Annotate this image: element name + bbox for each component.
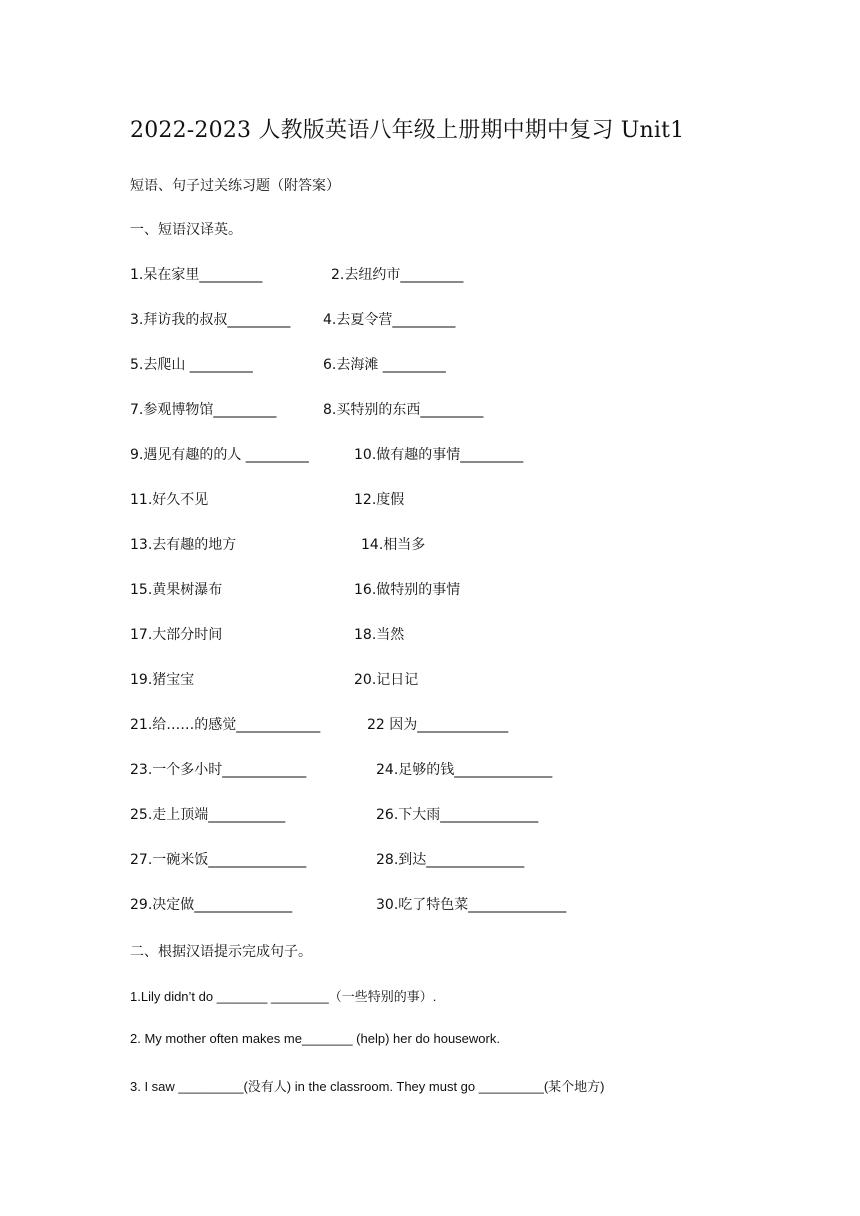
phrase-item-12: 12.度假 — [354, 492, 405, 508]
phrase-item-5: 5.去爬山 _________ — [130, 357, 253, 373]
document-subtitle: 短语、句子过关练习题（附答案） — [130, 178, 340, 194]
phrase-item-23: 23.一个多小时____________ — [130, 762, 307, 778]
phrase-item-10: 10.做有趣的事情_________ — [354, 447, 524, 463]
phrase-item-24: 24.足够的钱______________ — [376, 762, 553, 778]
phrase-item-29: 29.决定做______________ — [130, 897, 293, 913]
phrase-item-4: 4.去夏令营_________ — [323, 312, 456, 328]
sentence-item-2: 2. My mother often makes me_______ (help) her do housework. — [130, 1031, 500, 1046]
phrase-item-30: 30.吃了特色菜______________ — [376, 897, 567, 913]
phrase-item-16: 16.做特别的事情 — [354, 582, 461, 598]
phrase-item-22: 22 因为_____________ — [367, 717, 509, 733]
phrase-item-2: 2.去纽约市_________ — [331, 267, 464, 283]
document-title: 2022-2023 人教版英语八年级上册期中期中复习 Unit1 — [130, 118, 685, 143]
phrase-item-14: 14.相当多 — [361, 537, 426, 553]
section-1-heading: 一、短语汉译英。 — [130, 222, 242, 238]
phrase-item-11: 11.好久不见 — [130, 492, 209, 508]
section-2-heading: 二、根据汉语提示完成句子。 — [130, 944, 312, 960]
phrase-item-13: 13.去有趣的地方 — [130, 537, 237, 553]
phrase-item-25: 25.走上顶端___________ — [130, 807, 286, 823]
phrase-item-17: 17.大部分时间 — [130, 627, 223, 643]
phrase-item-8: 8.买特别的东西_________ — [323, 402, 484, 418]
phrase-item-15: 15.黄果树瀑布 — [130, 582, 223, 598]
phrase-item-1: 1.呆在家里_________ — [130, 267, 263, 283]
phrase-item-27: 27.一碗米饭______________ — [130, 852, 307, 868]
phrase-item-19: 19.猪宝宝 — [130, 672, 195, 688]
phrase-item-21: 21.给……的感觉____________ — [130, 717, 321, 733]
sentence-item-1: 1.Lily didn’t do _______ ________（一些特别的事）. — [130, 989, 437, 1004]
sentence-item-3: 3. I saw _________(没有人) in the classroom. They must go _________(某个地方) — [130, 1079, 605, 1094]
phrase-item-6: 6.去海滩 _________ — [323, 357, 446, 373]
phrase-item-28: 28.到达______________ — [376, 852, 525, 868]
phrase-item-7: 7.参观博物馆_________ — [130, 402, 277, 418]
phrase-item-20: 20.记日记 — [354, 672, 419, 688]
phrase-item-9: 9.遇见有趣的的人 _________ — [130, 447, 309, 463]
phrase-item-26: 26.下大雨______________ — [376, 807, 539, 823]
phrase-item-18: 18.当然 — [354, 627, 405, 643]
phrase-item-3: 3.拜访我的叔叔_________ — [130, 312, 291, 328]
